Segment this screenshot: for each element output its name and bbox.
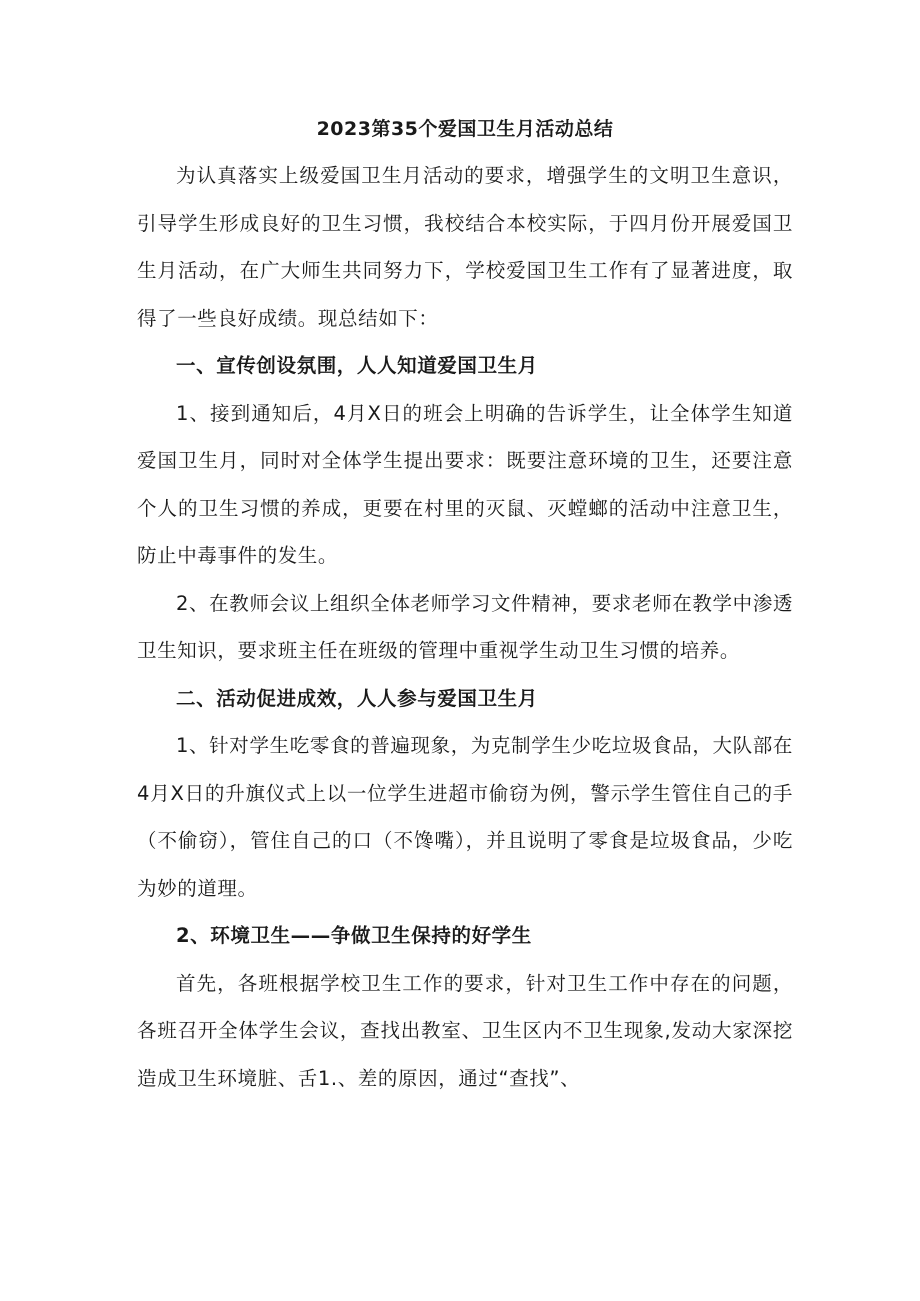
section-heading-1: 一、宣传创设氛围，人人知道爱国卫生月: [176, 354, 538, 377]
paragraph-1-2: 2、在教师会议上组织全体老师学习文件精神，要求老师在教学中渗透卫生知识，要求班主任在班级的管理中重视学生动卫生习惯的培养。: [137, 591, 793, 662]
document-body: [137, 114, 793, 1102]
document-title: 2023第35个爱国卫生月活动总结: [316, 118, 614, 140]
subsection-heading-2-2: 2、环境卫生——争做卫生保持的好学生: [176, 924, 532, 947]
intro-paragraph: 为认真落实上级爱国卫生月活动的要求，增强学生的文明卫生意识，引导学生形成良好的卫生习惯，我校结合本校实际，于四月份开展爱国卫生月活动，在广大师生共同努力下，学校爱国卫生工作有了显著进度，取得了一些良好成绩。现总结如下：: [137, 164, 793, 330]
paragraph-1-1: 1、接到通知后，4月X日的班会上明确的告诉学生，让全体学生知道爱国卫生月，同时对全体学生提出要求：既要注意环境的卫生，还要注意个人的卫生习惯的养成，更要在村里的灭鼠、灭螳螂的活动中注意卫生，防止中毒事件的发生。: [137, 401, 793, 567]
section-heading-2: 二、活动促进成效，人人参与爱国卫生月: [176, 686, 538, 710]
paragraph-2-1: 1、针对学生吃零食的普遍现象，为克制学生少吃垃圾食品，大队部在4月X日的升旗仪式上以一位学生进超市偷窃为例，警示学生管住自己的手（不偷窃），管住自己的口（不馋嘴），并且说明了零食是垃圾食品，少吃为妙的道理。: [137, 734, 793, 900]
paragraph-2-2: 首先，各班根据学校卫生工作的要求，针对卫生工作中存在的问题，各班召开全体学生会议，查找出教室、卫生区内不卫生现象,发动大家深挖造成卫生环境脏、舌1.、差的原因，通过“查找”、: [137, 971, 793, 1090]
